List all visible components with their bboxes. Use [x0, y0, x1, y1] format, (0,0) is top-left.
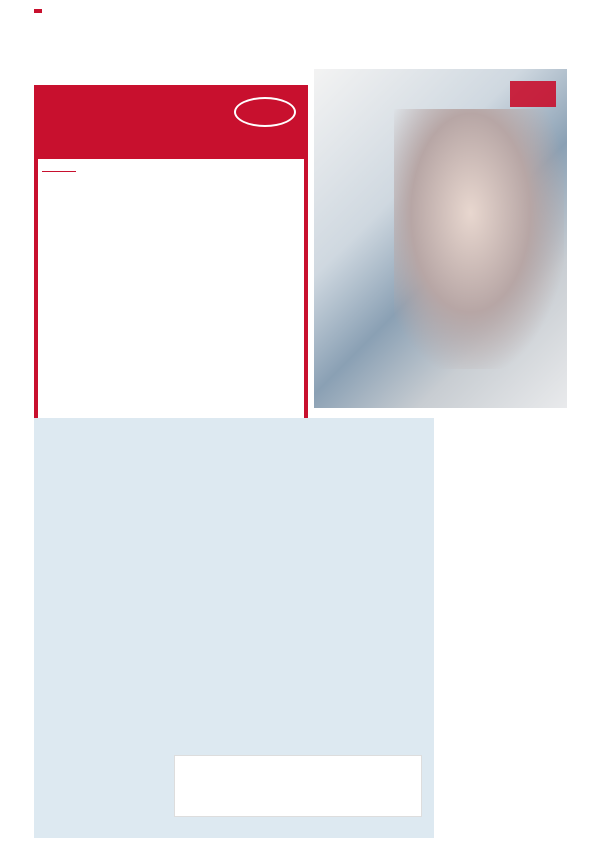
- poster-color-patch: [510, 81, 556, 107]
- page-number: [34, 9, 42, 13]
- gema-logo: [234, 97, 296, 127]
- exhibition-poster: [314, 69, 567, 408]
- burza-box: [34, 85, 308, 430]
- program-heading: [42, 165, 80, 177]
- program-panel: [38, 159, 304, 425]
- page-header: [0, 0, 600, 22]
- sos-logo: [174, 755, 422, 817]
- burza-info: [34, 85, 308, 159]
- poster-artwork: [394, 109, 564, 369]
- regular-activities-box: [434, 418, 567, 838]
